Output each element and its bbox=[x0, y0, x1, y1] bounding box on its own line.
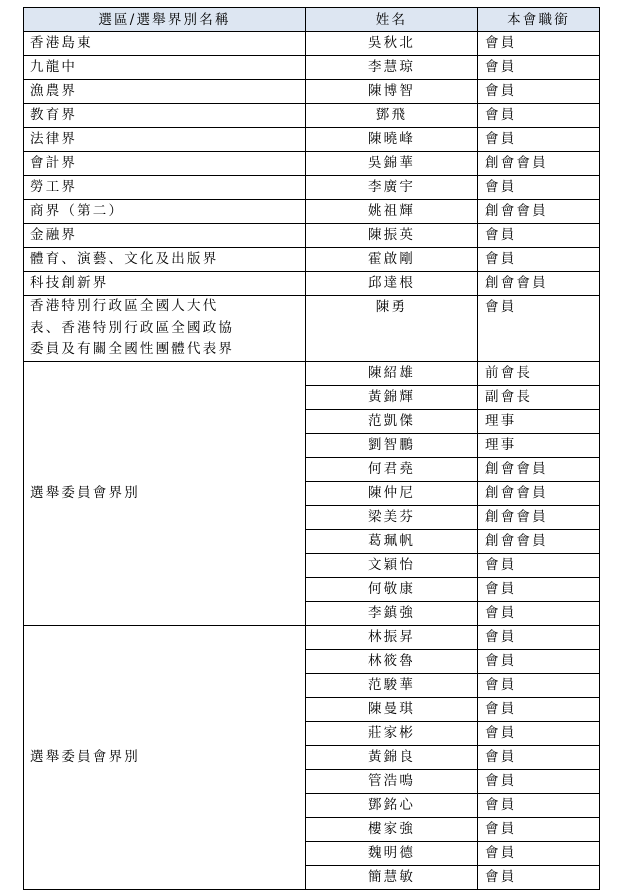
title-cell: 會員 bbox=[478, 128, 600, 152]
table-header-row bbox=[24, 8, 600, 32]
title-cell: 會員 bbox=[478, 865, 600, 889]
table-row bbox=[24, 104, 600, 128]
members-table bbox=[23, 7, 600, 890]
table-row bbox=[24, 272, 600, 296]
name-cell: 陳曉峰 bbox=[306, 128, 478, 152]
name-cell: 樓家強 bbox=[306, 817, 478, 841]
title-cell: 會員 bbox=[478, 769, 600, 793]
table-row bbox=[24, 128, 600, 152]
constituency-cell: 商界（第二） bbox=[24, 200, 306, 224]
title-cell: 會員 bbox=[478, 248, 600, 272]
title-cell: 創會會員 bbox=[478, 505, 600, 529]
title-cell: 理事 bbox=[478, 433, 600, 457]
name-cell: 鄧銘心 bbox=[306, 793, 478, 817]
constituency-cell: 教育界 bbox=[24, 104, 306, 128]
constituency-line: 委員及有關全國性團體代表界 bbox=[30, 341, 235, 358]
name-cell: 林筱魯 bbox=[306, 649, 478, 673]
name-cell: 管浩鳴 bbox=[306, 769, 478, 793]
constituency-cell: 體育、演藝、文化及出版界 bbox=[24, 248, 306, 272]
name-cell: 邱達根 bbox=[306, 272, 478, 296]
constituency-cell: 科技創新界 bbox=[24, 272, 306, 296]
constituency-cell-multiline bbox=[24, 296, 306, 362]
header-title: 本會職銜 bbox=[478, 8, 600, 32]
name-cell: 簡慧敏 bbox=[306, 865, 478, 889]
name-cell: 梁美芬 bbox=[306, 505, 478, 529]
name-cell: 黃錦輝 bbox=[306, 385, 478, 409]
title-cell: 會員 bbox=[478, 56, 600, 80]
name-cell: 文穎怡 bbox=[306, 553, 478, 577]
name-cell: 李廣宇 bbox=[306, 176, 478, 200]
constituency-cell: 金融界 bbox=[24, 224, 306, 248]
name-cell: 陳曼琪 bbox=[306, 697, 478, 721]
constituency-line: 表、香港特別行政區全國政協 bbox=[30, 319, 235, 336]
title-cell: 前會長 bbox=[478, 361, 600, 385]
table-row bbox=[24, 625, 600, 649]
title-cell: 創會會員 bbox=[478, 457, 600, 481]
name-cell: 吳秋北 bbox=[306, 32, 478, 56]
title-cell: 創會會員 bbox=[478, 200, 600, 224]
name-cell: 陳振英 bbox=[306, 224, 478, 248]
table-row bbox=[24, 200, 600, 224]
constituency-group-cell: 選舉委員會界別 bbox=[24, 625, 306, 889]
title-cell: 會員 bbox=[478, 649, 600, 673]
title-cell: 會員 bbox=[478, 176, 600, 200]
name-cell: 林振昇 bbox=[306, 625, 478, 649]
title-cell: 副會長 bbox=[478, 385, 600, 409]
constituency-cell: 法律界 bbox=[24, 128, 306, 152]
constituency-cell: 香港島東 bbox=[24, 32, 306, 56]
table-row bbox=[24, 32, 600, 56]
constituency-cell: 會計界 bbox=[24, 152, 306, 176]
title-cell: 會員 bbox=[478, 577, 600, 601]
title-cell: 會員 bbox=[478, 745, 600, 769]
name-cell: 陳勇 bbox=[306, 296, 478, 362]
table-row bbox=[24, 248, 600, 272]
name-cell: 吳錦華 bbox=[306, 152, 478, 176]
name-cell: 鄧飛 bbox=[306, 104, 478, 128]
title-cell: 會員 bbox=[478, 721, 600, 745]
title-cell: 會員 bbox=[478, 793, 600, 817]
header-constituency: 選區/選舉界別名稱 bbox=[24, 8, 306, 32]
constituency-cell: 勞工界 bbox=[24, 176, 306, 200]
title-cell: 會員 bbox=[478, 224, 600, 248]
title-cell: 會員 bbox=[478, 841, 600, 865]
name-cell: 莊家彬 bbox=[306, 721, 478, 745]
name-cell: 陳博智 bbox=[306, 80, 478, 104]
title-cell: 創會會員 bbox=[478, 481, 600, 505]
table-row bbox=[24, 176, 600, 200]
name-cell: 陳紹雄 bbox=[306, 361, 478, 385]
title-cell: 會員 bbox=[478, 32, 600, 56]
constituency-cell: 九龍中 bbox=[24, 56, 306, 80]
table-row bbox=[24, 152, 600, 176]
name-cell: 霍啟剛 bbox=[306, 248, 478, 272]
title-cell: 會員 bbox=[478, 697, 600, 721]
title-cell: 會員 bbox=[478, 553, 600, 577]
table-row bbox=[24, 224, 600, 248]
title-cell: 理事 bbox=[478, 409, 600, 433]
name-cell: 何君堯 bbox=[306, 457, 478, 481]
title-cell: 會員 bbox=[478, 817, 600, 841]
constituency-group-cell: 選舉委員會界別 bbox=[24, 361, 306, 625]
title-cell: 會員 bbox=[478, 104, 600, 128]
title-cell: 會員 bbox=[478, 601, 600, 625]
title-cell: 會員 bbox=[478, 80, 600, 104]
table-row bbox=[24, 80, 600, 104]
title-cell: 創會會員 bbox=[478, 529, 600, 553]
name-cell: 陳仲尼 bbox=[306, 481, 478, 505]
name-cell: 魏明德 bbox=[306, 841, 478, 865]
title-cell: 創會會員 bbox=[478, 272, 600, 296]
table-row bbox=[24, 56, 600, 80]
title-cell: 會員 bbox=[478, 673, 600, 697]
constituency-cell: 漁農界 bbox=[24, 80, 306, 104]
header-name: 姓名 bbox=[306, 8, 478, 32]
title-cell: 會員 bbox=[478, 296, 600, 362]
name-cell: 范凱傑 bbox=[306, 409, 478, 433]
name-cell: 范駿華 bbox=[306, 673, 478, 697]
name-cell: 李鎮強 bbox=[306, 601, 478, 625]
table-row bbox=[24, 361, 600, 385]
name-cell: 黃錦良 bbox=[306, 745, 478, 769]
name-cell: 何敬康 bbox=[306, 577, 478, 601]
constituency-line: 香港特別行政區全國人大代 bbox=[30, 298, 219, 314]
title-cell: 會員 bbox=[478, 625, 600, 649]
name-cell: 李慧琼 bbox=[306, 56, 478, 80]
name-cell: 葛珮帆 bbox=[306, 529, 478, 553]
table-body bbox=[24, 32, 600, 890]
table-row-npc bbox=[24, 296, 600, 362]
title-cell: 創會會員 bbox=[478, 152, 600, 176]
name-cell: 姚祖輝 bbox=[306, 200, 478, 224]
name-cell: 劉智鵬 bbox=[306, 433, 478, 457]
